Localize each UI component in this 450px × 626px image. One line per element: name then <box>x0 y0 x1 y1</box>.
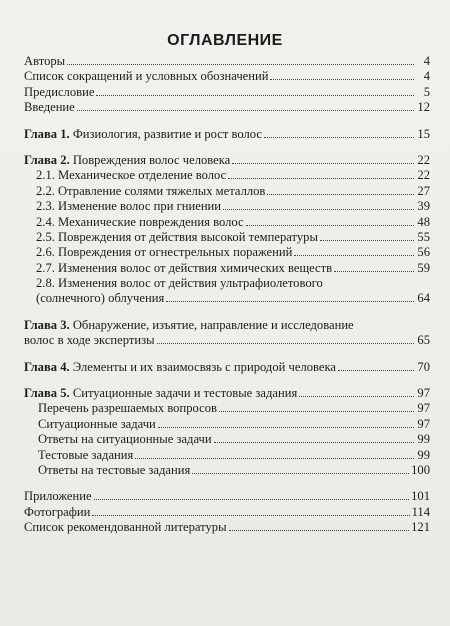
chapter-label: Глава 5. <box>24 386 70 401</box>
toc-entry-page: 99 <box>417 447 430 462</box>
dot-leader <box>77 100 414 111</box>
toc-entry-page: 55 <box>417 229 430 244</box>
toc-entry-text: Ответы на ситуационные задачи <box>38 432 212 447</box>
toc-subentry <box>24 276 430 291</box>
toc-chapter-title <box>24 153 230 168</box>
toc-entry-page: 4 <box>423 54 430 68</box>
toc-entry-text: Перечень разрешаемых вопросов <box>38 401 217 416</box>
toc-entry-page: 59 <box>417 260 430 275</box>
toc-entry-text: 2.3. Изменение волос при гниении <box>36 199 222 214</box>
toc-chapter-title <box>24 360 336 375</box>
dot-leader <box>267 184 414 195</box>
dot-leader <box>246 215 414 226</box>
dot-leader <box>94 489 410 500</box>
chapter-text: Повреждения волос человека <box>72 152 231 167</box>
dot-leader <box>338 360 414 371</box>
toc-subentry <box>24 401 430 416</box>
toc-entry-page: 97 <box>417 416 430 431</box>
toc-entry-page: 99 <box>417 432 430 447</box>
toc-entry <box>24 505 430 520</box>
toc-entry-text: Тестовые задания <box>38 447 134 462</box>
toc-entry-text: Фотографии <box>24 504 91 519</box>
chapter-label: Глава 1. <box>24 126 70 141</box>
toc-entry-text: Ответы на тестовые задания <box>38 462 191 477</box>
chapter-label: Глава 4. <box>24 359 70 374</box>
toc-subentry <box>24 463 430 478</box>
dot-leader <box>92 505 409 516</box>
dot-leader <box>158 417 414 428</box>
toc-entry-page: 100 <box>411 462 430 477</box>
dot-leader <box>157 333 414 344</box>
toc-chapter-title <box>24 386 297 401</box>
toc-subentry <box>24 448 430 463</box>
toc-entry-text: 2.4. Механические повреждения волос <box>36 214 244 229</box>
toc-entry <box>24 489 430 504</box>
toc-chapter-title <box>24 127 262 142</box>
toc-chapter <box>24 318 430 333</box>
dot-leader <box>67 54 414 65</box>
toc-entry-text: Введение <box>24 100 75 115</box>
chapter-text: Элементы и их взаимосвязь с природой человека <box>72 359 337 374</box>
dot-leader <box>135 448 414 459</box>
toc-entry-text: 2.6. Повреждения от огнестрельных поражений <box>36 245 293 260</box>
dot-leader <box>334 261 414 272</box>
toc-chapter <box>24 153 430 168</box>
dot-leader <box>166 291 414 302</box>
dot-leader <box>229 520 410 531</box>
toc-entry-text: Авторы <box>24 54 66 68</box>
toc-subentry <box>24 215 430 230</box>
toc-chapter-continuation <box>24 333 430 348</box>
dot-leader <box>228 168 414 179</box>
toc-entry-text: 2.1. Механическое отделение волос <box>36 168 227 183</box>
table-of-contents <box>24 54 430 536</box>
dot-leader <box>264 127 414 138</box>
toc-entry <box>24 85 430 100</box>
toc-entry <box>24 69 430 84</box>
toc-entry-page: 15 <box>417 126 430 141</box>
toc-entry-page: 48 <box>417 214 430 229</box>
toc-entry-page: 5 <box>423 84 430 99</box>
toc-entry-page: 22 <box>417 152 430 167</box>
chapter-label: Глава 3. <box>24 317 70 332</box>
toc-chapter <box>24 360 430 375</box>
toc-entry-page: 64 <box>417 291 430 306</box>
toc-entry-text: Приложение <box>24 489 92 504</box>
toc-entry-text: Предисловие <box>24 84 95 99</box>
toc-entry-page: 101 <box>411 489 430 504</box>
toc-entry-text: 2.8. Изменения волос от действия ультрафиолетового <box>36 276 323 291</box>
page-title: ОГЛАВЛЕНИЕ <box>167 32 283 49</box>
toc-subentry <box>24 168 430 183</box>
dot-leader <box>299 386 414 397</box>
toc-entry-page: 27 <box>417 183 430 198</box>
dot-leader <box>223 199 414 210</box>
toc-entry-text: 2.7. Изменения волос от действия химических веществ <box>36 260 333 275</box>
toc-entry-text: Список сокращений и условных обозначений <box>24 69 269 84</box>
toc-entry <box>24 54 430 69</box>
dot-leader <box>270 69 414 80</box>
dot-leader <box>192 463 409 474</box>
toc-entry-page: 65 <box>417 333 430 348</box>
toc-entry-page: 22 <box>417 168 430 183</box>
toc-subentry <box>24 230 430 245</box>
toc-entry-page: 70 <box>417 359 430 374</box>
toc-subentry <box>24 417 430 432</box>
toc-entry <box>24 100 430 115</box>
toc-entry-page: 114 <box>411 504 430 519</box>
toc-chapter <box>24 127 430 142</box>
toc-entry <box>24 520 430 535</box>
toc-entry-text: Ситуационные задачи <box>38 416 156 431</box>
toc-entry-text: 2.5. Повреждения от действия высокой температуры <box>36 229 318 244</box>
chapter-text: Обнаружение, изъятие, направление и исследование <box>72 317 354 332</box>
dot-leader <box>320 230 414 241</box>
toc-subentry <box>24 261 430 276</box>
toc-entry-page: 121 <box>411 520 430 535</box>
chapter-text: Ситуационные задачи и тестовые задания <box>72 386 298 401</box>
toc-entry-page: 4 <box>423 69 430 84</box>
dot-leader <box>294 245 414 256</box>
dot-leader <box>232 153 414 164</box>
toc-entry-page: 12 <box>417 100 430 115</box>
toc-entry-page: 97 <box>417 386 430 401</box>
chapter-text: Физиология, развитие и рост волос <box>72 126 262 141</box>
dot-leader <box>214 432 414 443</box>
toc-entry-text: Список рекомендованной литературы <box>24 520 227 535</box>
toc-subentry <box>24 432 430 447</box>
dot-leader <box>96 85 414 96</box>
toc-entry-page: 56 <box>417 245 430 260</box>
toc-subentry <box>24 245 430 260</box>
toc-entry-text: (солнечного) облучения <box>36 291 165 306</box>
dot-leader <box>219 401 414 412</box>
toc-entry-text: волос в ходе экспертизы <box>24 333 155 348</box>
toc-entry-text: 2.2. Отравление солями тяжелых металлов <box>36 183 266 198</box>
toc-subentry <box>24 184 430 199</box>
toc-entry-page: 97 <box>417 401 430 416</box>
toc-chapter-title <box>24 318 354 333</box>
toc-chapter <box>24 386 430 401</box>
toc-subentry <box>24 199 430 214</box>
toc-subentry-continuation <box>24 291 430 306</box>
toc-entry-page: 39 <box>417 199 430 214</box>
chapter-label: Глава 2. <box>24 152 70 167</box>
